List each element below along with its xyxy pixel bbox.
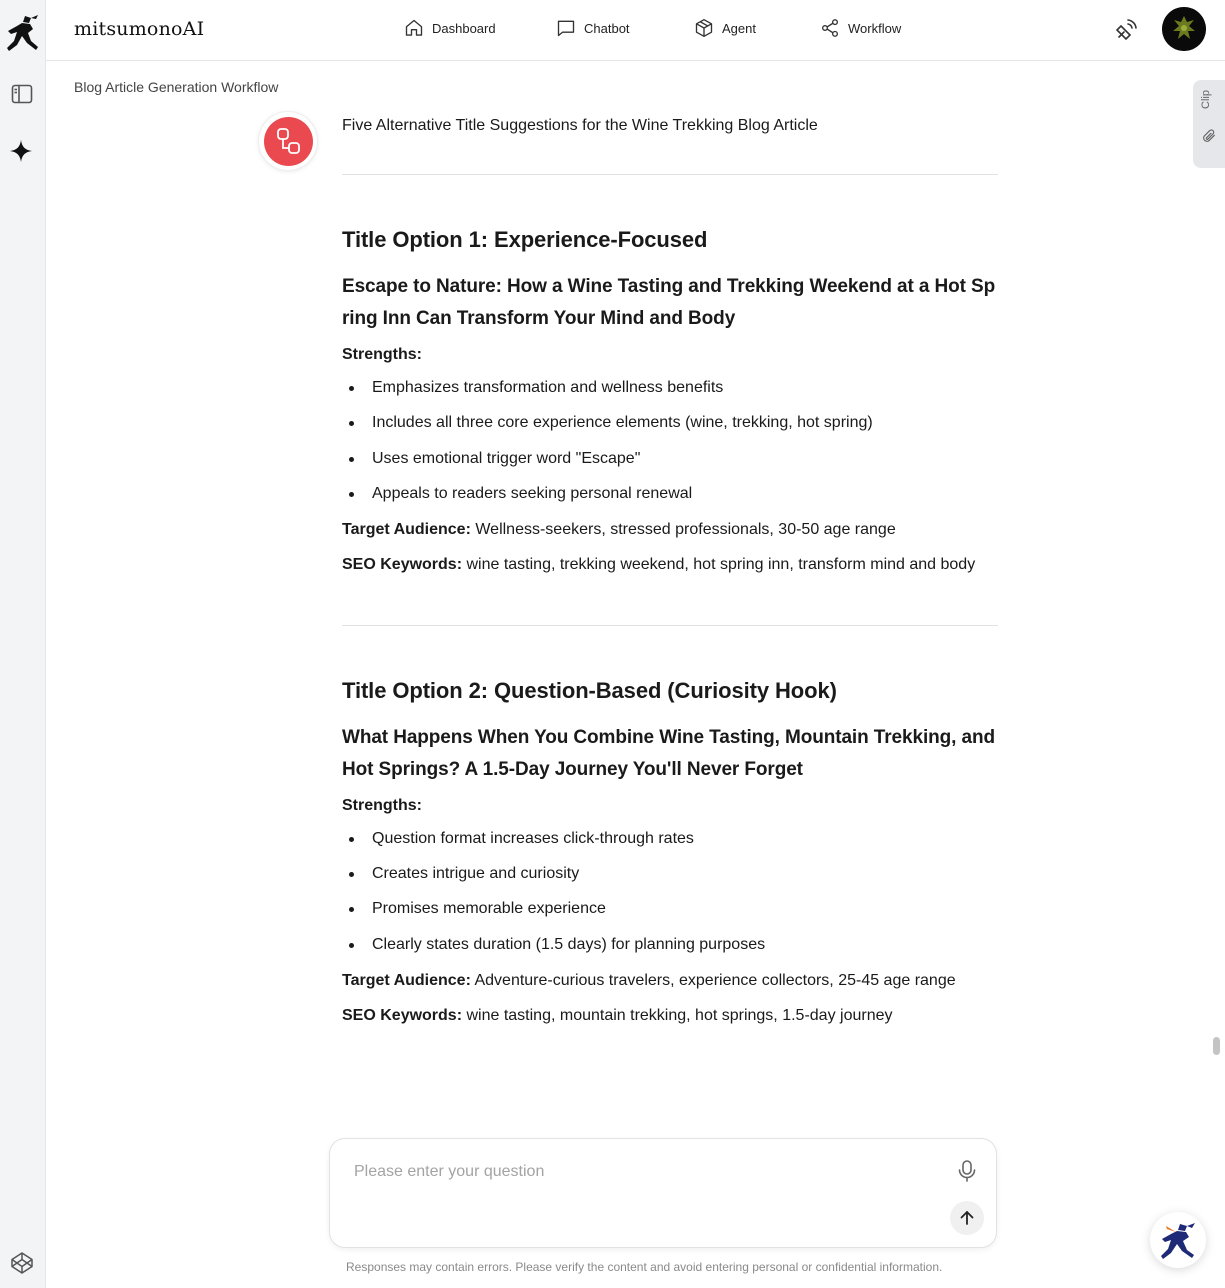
option-2-title: What Happens When You Combine Wine Tasting, Mountain Trekking, and Hot Springs? A 1.5-Day Journey You'll Never Forget bbox=[342, 726, 995, 780]
workflow-nodes-icon bbox=[264, 117, 313, 166]
question-composer bbox=[329, 1138, 997, 1248]
home-icon bbox=[404, 18, 424, 38]
option-2-heading: Title Option 2: Question-Based (Curiosity Hook) bbox=[342, 677, 837, 703]
paperclip-icon bbox=[1201, 128, 1217, 144]
list-item: Creates intrigue and curiosity bbox=[342, 860, 1002, 888]
option-1-strengths-label: Strengths: bbox=[342, 346, 422, 363]
nav-workflow[interactable] bbox=[820, 18, 901, 38]
scrollbar-thumb[interactable] bbox=[1213, 1037, 1220, 1055]
list-item: Promises memorable experience bbox=[342, 895, 1002, 923]
list-item: Appeals to readers seeking personal renewal bbox=[342, 480, 1002, 508]
assistant-launcher-button[interactable] bbox=[1150, 1212, 1206, 1268]
seo-label: SEO Keywords: bbox=[342, 555, 463, 573]
microphone-icon[interactable] bbox=[956, 1159, 978, 1183]
chat-bubble-icon bbox=[556, 18, 576, 38]
list-item: Includes all three core experience elements (wine, trekking, hot spring) bbox=[342, 409, 1002, 437]
option-1-audience bbox=[342, 516, 1002, 544]
assistant-avatar bbox=[258, 111, 318, 171]
audience-value: Wellness-seekers, stressed professionals, 30-50 age range bbox=[470, 520, 896, 538]
top-header bbox=[46, 0, 1225, 61]
nav-dashboard[interactable] bbox=[404, 18, 496, 38]
satellite-icon[interactable] bbox=[1114, 18, 1138, 42]
sparkle-icon[interactable] bbox=[9, 139, 33, 163]
option-1-heading: Title Option 1: Experience-Focused bbox=[342, 227, 708, 252]
ninja-mascot-icon bbox=[1158, 1220, 1198, 1260]
option-1-strengths-list bbox=[342, 374, 1002, 508]
seo-value: wine tasting, mountain trekking, hot springs, 1.5-day journey bbox=[462, 1006, 893, 1024]
toggle-sidebar-icon[interactable] bbox=[10, 82, 34, 106]
ninja-logo-icon[interactable] bbox=[5, 14, 39, 52]
list-item: Clearly states duration (1.5 days) for planning purposes bbox=[342, 931, 1002, 959]
audience-label: Target Audience: bbox=[342, 520, 471, 538]
seo-value: wine tasting, trekking weekend, hot spring inn, transform mind and body bbox=[462, 555, 976, 573]
left-rail bbox=[0, 0, 46, 1288]
nav-agent-label: Agent bbox=[722, 20, 756, 36]
list-item: Emphasizes transformation and wellness benefits bbox=[342, 374, 1002, 402]
message-intro: Five Alternative Title Suggestions for the Wine Trekking Blog Article bbox=[342, 117, 818, 134]
nav-workflow-label: Workflow bbox=[848, 20, 902, 36]
clip-tab[interactable] bbox=[1193, 80, 1225, 168]
cube-icon bbox=[694, 18, 714, 38]
nav-dashboard-label: Dashboard bbox=[432, 20, 496, 36]
brand-name[interactable]: mitsumonoAI bbox=[74, 18, 205, 40]
audience-value: Adventure-curious travelers, experience collectors, 25-45 age range bbox=[470, 971, 956, 989]
question-input[interactable] bbox=[354, 1159, 934, 1185]
arrow-up-icon bbox=[957, 1208, 977, 1228]
option-2-strengths-label: Strengths: bbox=[342, 796, 422, 814]
assistant-message bbox=[342, 112, 1002, 1030]
list-item: Uses emotional trigger word "Escape" bbox=[342, 445, 1002, 473]
nav-agent[interactable] bbox=[694, 18, 756, 38]
divider bbox=[342, 625, 998, 626]
seo-label: SEO Keywords: bbox=[342, 1006, 463, 1024]
option-2-seo bbox=[342, 1002, 1002, 1030]
breadcrumb: Blog Article Generation Workflow bbox=[74, 79, 279, 95]
codepen-icon[interactable] bbox=[10, 1251, 34, 1275]
list-item: Question format increases click-through rates bbox=[342, 825, 1002, 853]
nav-chatbot[interactable] bbox=[556, 18, 630, 38]
option-2-audience bbox=[342, 967, 1002, 995]
option-2-strengths-list bbox=[342, 825, 1002, 959]
share-nodes-icon bbox=[820, 18, 840, 38]
option-1-title: Escape to Nature: How a Wine Tasting and Trekking Weekend at a Hot Spring Inn Can Transform Your Mind and Body bbox=[342, 276, 996, 329]
audience-label: Target Audience: bbox=[342, 971, 471, 989]
nav-chatbot-label: Chatbot bbox=[584, 20, 630, 36]
user-avatar[interactable] bbox=[1162, 7, 1206, 51]
disclaimer-text: Responses may contain errors. Please verify the content and avoid entering personal or confidential information. bbox=[346, 1260, 943, 1274]
send-button[interactable] bbox=[950, 1201, 984, 1235]
clip-label: Clip bbox=[1200, 90, 1212, 109]
divider bbox=[342, 174, 998, 175]
option-1-seo bbox=[342, 551, 1002, 579]
